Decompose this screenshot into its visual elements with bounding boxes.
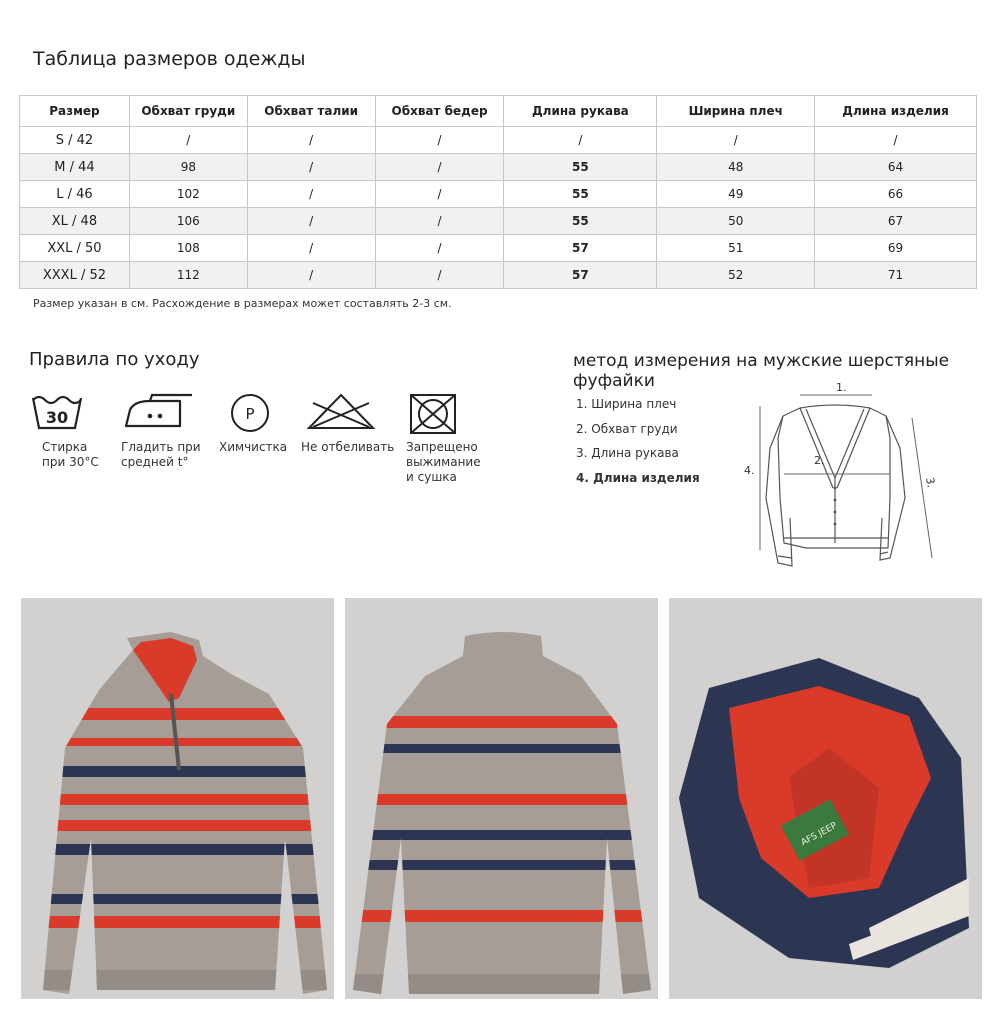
- cell-sleeve: /: [504, 127, 657, 154]
- size-note: Размер указан в см. Расхождение в размерах может составлять 2-3 см.: [33, 297, 452, 310]
- cell-shoulder: 49: [657, 181, 815, 208]
- size-table-header-row: [20, 96, 977, 127]
- cell-shoulder: 50: [657, 208, 815, 235]
- cell-length: 71: [815, 262, 977, 289]
- cell-sleeve: 57: [504, 262, 657, 289]
- sweater-back-photo: [345, 598, 658, 999]
- col-header-waist: Обхват талии: [247, 96, 375, 127]
- list-item: 2. Обхват груди: [576, 421, 678, 436]
- care-label-wash: Стирка при 30°C: [42, 440, 99, 469]
- table-row: [20, 154, 977, 181]
- cell-chest: 102: [129, 181, 247, 208]
- col-header-shoulder: Ширина плеч: [657, 96, 815, 127]
- measure-list: [576, 397, 700, 495]
- cell-hips: /: [375, 127, 504, 154]
- cell-hips: /: [375, 262, 504, 289]
- cell-length: /: [815, 127, 977, 154]
- cell-waist: /: [247, 208, 375, 235]
- cell-chest: 108: [129, 235, 247, 262]
- cell-size: M / 44: [20, 154, 130, 181]
- cell-shoulder: /: [657, 127, 815, 154]
- table-row: [20, 235, 977, 262]
- dry-clean-letter: P: [245, 405, 255, 423]
- care-label-no-bleach: Не отбеливать: [301, 440, 395, 454]
- col-header-length: Длина изделия: [815, 96, 977, 127]
- col-header-sleeve: Длина рукава: [504, 96, 657, 127]
- care-title: Правила по уходу: [29, 349, 200, 370]
- cell-chest: 98: [129, 154, 247, 181]
- cell-length: 64: [815, 154, 977, 181]
- cell-size: S / 42: [20, 127, 130, 154]
- col-header-chest: Обхват груди: [129, 96, 247, 127]
- col-header-hips: Обхват бедер: [375, 96, 504, 127]
- cell-chest: 112: [129, 262, 247, 289]
- cell-size: XXXL / 52: [20, 262, 130, 289]
- care-label-iron: Гладить при средней t°: [121, 440, 201, 469]
- diagram-label-1: 1.: [836, 381, 847, 394]
- no-wring-dry-icon: [408, 392, 458, 436]
- cell-shoulder: 51: [657, 235, 815, 262]
- table-row: [20, 262, 977, 289]
- dry-clean-p-icon: [229, 392, 271, 434]
- cell-waist: /: [247, 262, 375, 289]
- label-tag-text: AFS JEEP: [799, 820, 839, 849]
- cell-sleeve: 55: [504, 154, 657, 181]
- cell-waist: /: [247, 235, 375, 262]
- cell-sleeve: 57: [504, 235, 657, 262]
- table-row: [20, 127, 977, 154]
- cell-hips: /: [375, 154, 504, 181]
- list-item: 4. Длина изделия: [576, 470, 700, 485]
- cell-length: 66: [815, 181, 977, 208]
- wash-30-icon: [30, 392, 84, 432]
- cell-shoulder: 48: [657, 154, 815, 181]
- sweater-front-photo: [21, 598, 334, 999]
- cell-waist: /: [247, 154, 375, 181]
- iron-medium-icon: [122, 392, 198, 432]
- cell-chest: /: [129, 127, 247, 154]
- wash-temp-text: 30: [45, 408, 69, 427]
- cell-hips: /: [375, 235, 504, 262]
- cell-size: XXL / 50: [20, 235, 130, 262]
- cell-shoulder: 52: [657, 262, 815, 289]
- table-row: [20, 181, 977, 208]
- size-chart-title: Таблица размеров одежды: [33, 48, 306, 70]
- measure-title: метод измерения на мужские шерстяные фуфайки: [573, 351, 950, 391]
- list-item: 3. Длина рукава: [576, 446, 679, 460]
- cardigan-diagram: [740, 378, 940, 573]
- list-item: 1. Ширина плеч: [576, 397, 677, 411]
- cell-sleeve: 55: [504, 208, 657, 235]
- cell-size: L / 46: [20, 181, 130, 208]
- cell-hips: /: [375, 208, 504, 235]
- diagram-label-4: 4.: [744, 464, 755, 477]
- size-table: [19, 95, 977, 289]
- care-label-no-wring: Запрещено выжимание и сушка: [406, 440, 481, 484]
- col-header-size: Размер: [20, 96, 130, 127]
- sweater-collar-closeup-photo: [669, 598, 982, 999]
- cell-length: 69: [815, 235, 977, 262]
- care-label-dry-clean: Химчистка: [219, 440, 288, 454]
- table-row: [20, 208, 977, 235]
- cell-waist: /: [247, 181, 375, 208]
- cell-waist: /: [247, 127, 375, 154]
- cell-chest: 106: [129, 208, 247, 235]
- no-bleach-icon: [305, 392, 377, 432]
- cell-hips: /: [375, 181, 504, 208]
- cell-sleeve: 55: [504, 181, 657, 208]
- cell-length: 67: [815, 208, 977, 235]
- diagram-label-2: 2.: [814, 454, 825, 467]
- diagram-label-3: 3.: [923, 476, 938, 489]
- cell-size: XL / 48: [20, 208, 130, 235]
